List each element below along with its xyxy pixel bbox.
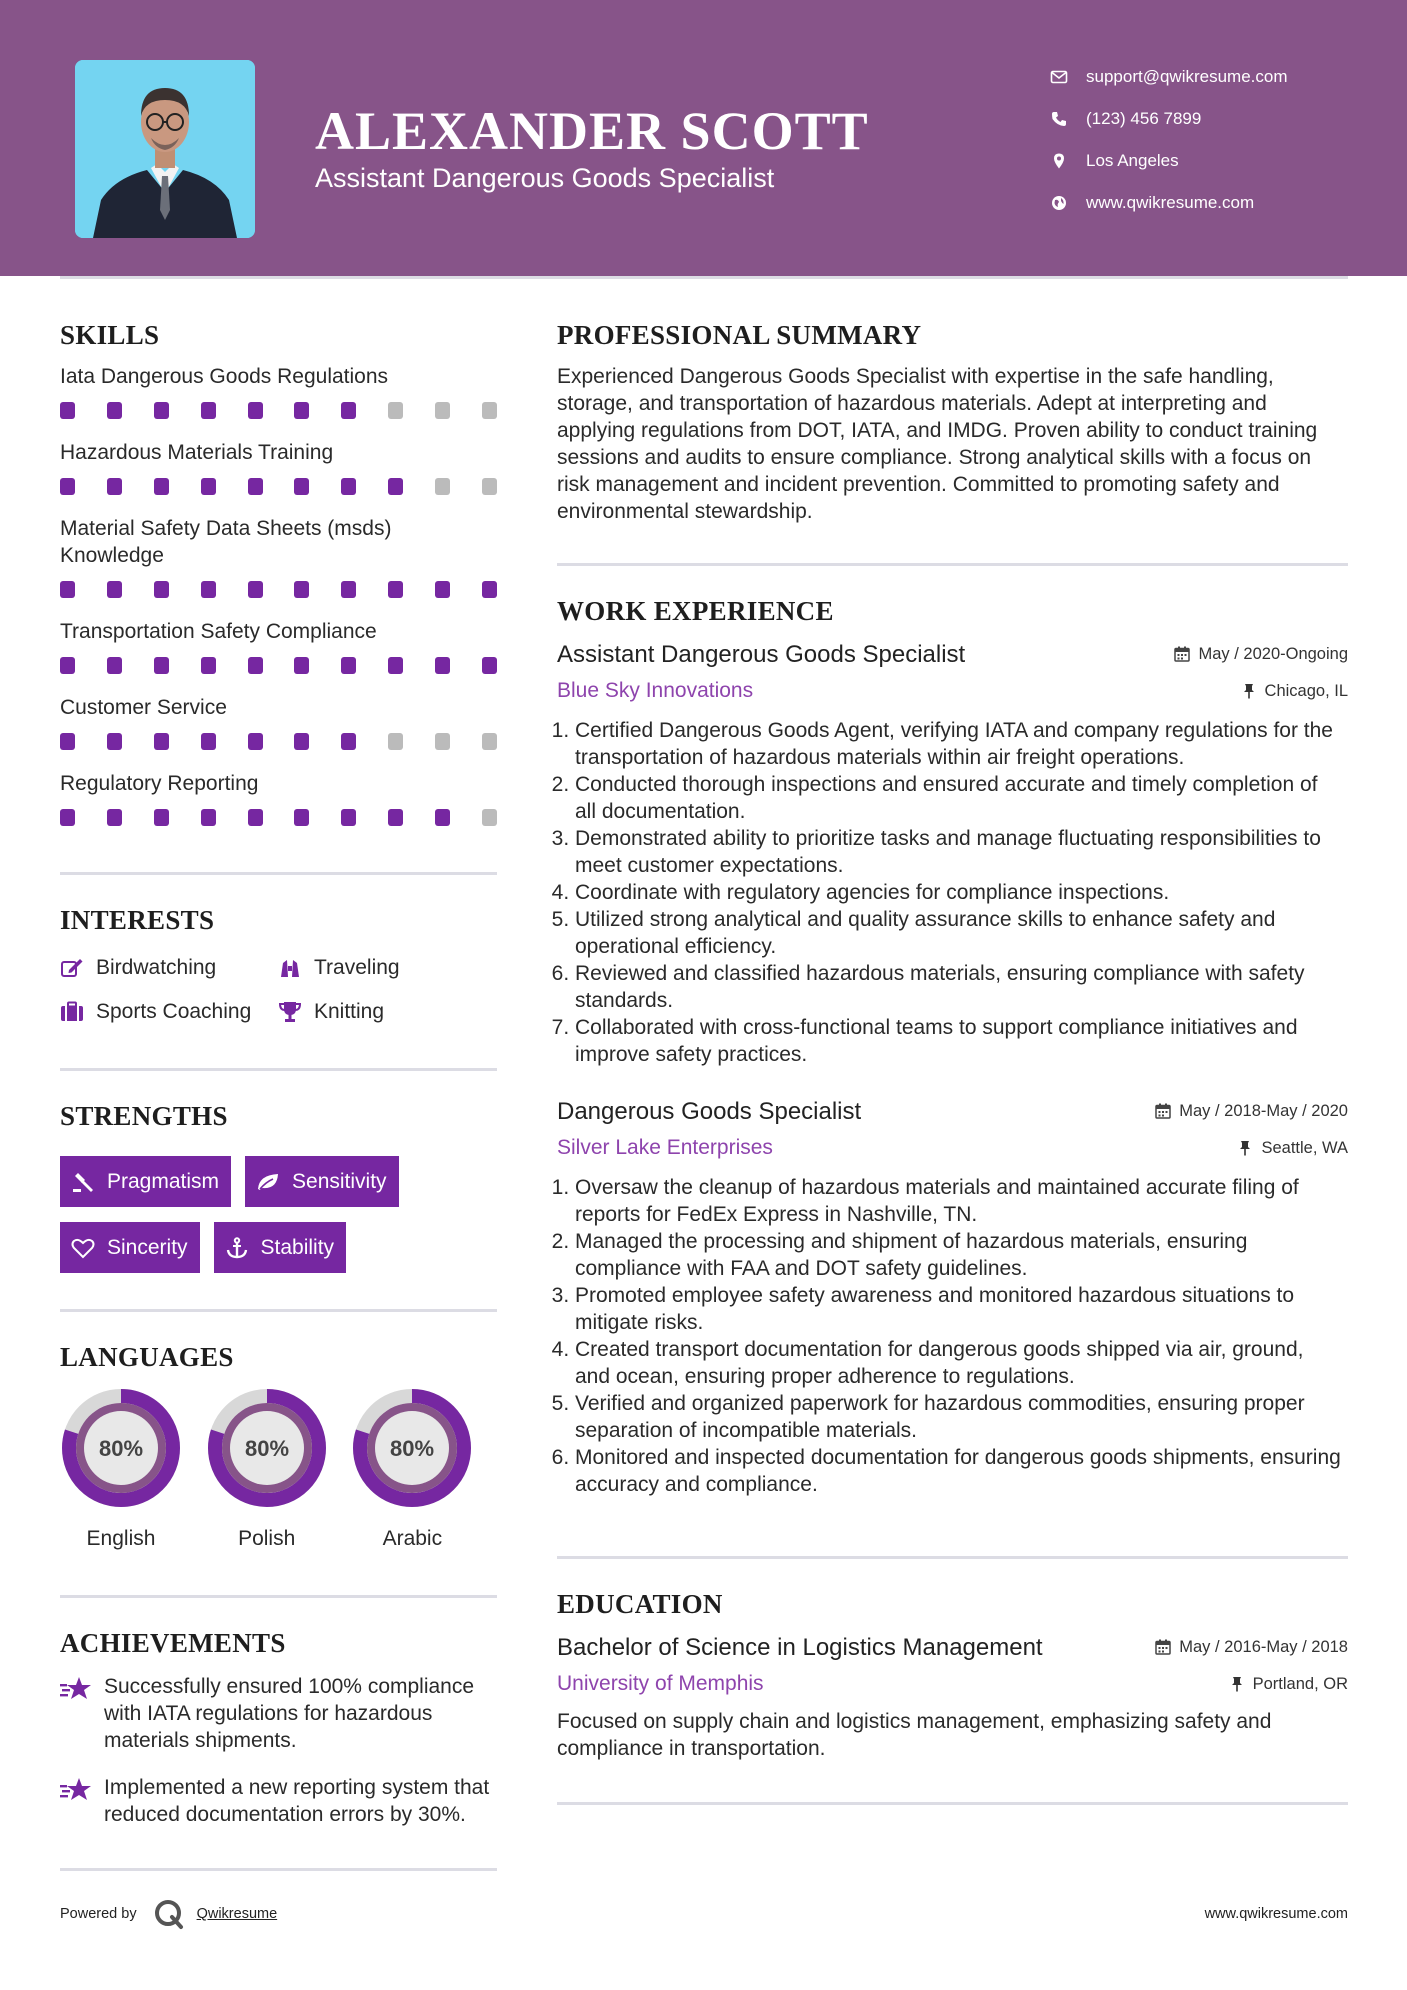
contact-list	[1050, 56, 1288, 224]
skill-rating	[60, 581, 497, 598]
interests-section	[60, 905, 497, 1024]
rating-dot-filled	[341, 733, 356, 750]
qwikresume-logo-icon	[153, 1898, 185, 1930]
candidate-name: ALEXANDER SCOTT	[315, 101, 869, 161]
achievement-item	[60, 1673, 497, 1754]
duty-item: 6. Reviewed and classified hazardous materials, ensuring compliance with safety standards.	[575, 960, 1342, 1014]
rating-dot-filled	[107, 809, 122, 826]
rating-dot-filled	[248, 402, 263, 419]
gavel-icon	[71, 1171, 95, 1193]
interest-label: Knitting	[314, 1000, 385, 1023]
education-description: Focused on supply chain and logistics management, emphasizing safety and compliance in transportation.	[557, 1710, 1272, 1760]
skill-rating	[60, 478, 497, 495]
rating-dot-filled	[294, 581, 309, 598]
rating-dot-filled	[201, 657, 216, 674]
skills-title: SKILLS	[60, 320, 160, 350]
rating-dot-filled	[341, 402, 356, 419]
language-name: English	[86, 1527, 156, 1550]
edit-icon	[60, 957, 84, 979]
language-item	[351, 1387, 497, 1551]
footer-powered-by	[60, 1898, 277, 1930]
language-progress-ring	[60, 1387, 182, 1509]
summary-section	[557, 320, 1348, 525]
contact-location-text: Los Angeles	[1086, 151, 1179, 170]
education-title: EDUCATION	[557, 1589, 723, 1619]
job-location-text: Chicago, IL	[1264, 681, 1348, 700]
rating-dot-filled	[60, 581, 75, 598]
duty-item: 2. Conducted thorough inspections and ensured accurate and timely completion of all documentation.	[575, 771, 1342, 825]
anchor-icon	[225, 1237, 249, 1259]
language-item	[60, 1387, 206, 1551]
skill-name: Material Safety Data Sheets (msds) Knowledge	[60, 517, 392, 567]
rating-dot-filled	[60, 809, 75, 826]
rating-dot-filled	[294, 402, 309, 419]
rating-dot-filled	[107, 657, 122, 674]
interest-item	[60, 956, 278, 980]
rating-dot-filled	[60, 478, 75, 495]
briefcase-icon	[60, 1001, 84, 1023]
rating-dot-filled	[154, 402, 169, 419]
job-dates-text: May / 2018-May / 2020	[1179, 1101, 1348, 1120]
strengths-section	[60, 1101, 497, 1273]
company-name: Silver Lake Enterprises	[557, 1136, 773, 1159]
rating-dot-filled	[248, 581, 263, 598]
strengths-list	[60, 1156, 480, 1273]
language-percent: 80%	[98, 1436, 144, 1461]
rating-dot-filled	[154, 657, 169, 674]
rating-dot-filled	[60, 402, 75, 419]
school-name: University of Memphis	[557, 1672, 764, 1695]
left-column	[60, 320, 497, 1871]
skill-name: Iata Dangerous Goods Regulations	[60, 365, 389, 388]
company-name: Blue Sky Innovations	[557, 679, 754, 702]
rating-dot-filled	[201, 402, 216, 419]
duty-item: 1. Certified Dangerous Goods Agent, verifying IATA and company regulations for the transportation of hazardous materials within air freight operations.	[575, 717, 1342, 771]
experience-section	[557, 596, 1348, 1498]
binoculars-icon	[278, 957, 302, 979]
skill-name: Transportation Safety Compliance	[60, 620, 377, 643]
section-divider	[557, 563, 1348, 566]
rating-dot-filled	[107, 733, 122, 750]
section-divider	[60, 872, 497, 875]
rating-dot-empty	[482, 809, 497, 826]
phone-icon	[1050, 110, 1068, 128]
person-portrait-icon	[75, 60, 255, 238]
rating-dot-filled	[201, 478, 216, 495]
rating-dot-empty	[482, 478, 497, 495]
degree-name: Bachelor of Science in Logistics Management	[557, 1634, 1043, 1661]
job-title: Dangerous Goods Specialist	[557, 1098, 862, 1125]
section-divider	[557, 1802, 1348, 1805]
brand-link[interactable]: Qwikresume	[196, 1906, 278, 1922]
duties-list	[557, 717, 1342, 1068]
rating-dot-filled	[435, 581, 450, 598]
education-dates	[1155, 1638, 1348, 1657]
rating-dot-filled	[154, 733, 169, 750]
achievements-title: ACHIEVEMENTS	[60, 1628, 286, 1658]
interest-label: Sports Coaching	[96, 1000, 252, 1023]
envelope-icon	[1050, 68, 1068, 86]
rating-dot-filled	[294, 478, 309, 495]
heart-icon	[71, 1237, 95, 1259]
rating-dot-filled	[294, 809, 309, 826]
duty-item: 4. Coordinate with regulatory agencies for compliance inspections.	[575, 879, 1342, 906]
job-location	[1237, 1139, 1348, 1158]
section-divider	[60, 1868, 497, 1871]
skill-rating	[60, 657, 497, 674]
strengths-title: STRENGTHS	[60, 1101, 228, 1131]
rating-dot-filled	[107, 402, 122, 419]
contact-email-text: support@qwikresume.com	[1086, 67, 1288, 86]
education-location	[1229, 1675, 1348, 1694]
job-title: Assistant Dangerous Goods Specialist	[557, 641, 966, 668]
job-entry	[557, 1098, 1348, 1498]
interests-list	[60, 956, 497, 1024]
interest-item	[278, 956, 478, 980]
rating-dot-filled	[154, 809, 169, 826]
duties-list	[557, 1174, 1342, 1498]
achievements-section	[60, 1628, 497, 1828]
education-dates-text: May / 2016-May / 2018	[1179, 1637, 1348, 1656]
profile-photo	[75, 60, 255, 238]
rating-dot-filled	[435, 657, 450, 674]
rating-dot-filled	[201, 809, 216, 826]
calendar-icon	[1174, 646, 1190, 662]
rating-dot-filled	[388, 581, 403, 598]
rating-dot-filled	[341, 809, 356, 826]
rating-dot-filled	[201, 733, 216, 750]
language-name: Polish	[238, 1527, 296, 1550]
rating-dot-filled	[201, 581, 216, 598]
rating-dot-filled	[107, 478, 122, 495]
header-divider	[60, 276, 1348, 279]
contact-website-text: www.qwikresume.com	[1086, 193, 1255, 212]
interest-label: Traveling	[314, 956, 400, 979]
education-location-text: Portland, OR	[1252, 1674, 1348, 1693]
rating-dot-filled	[248, 657, 263, 674]
rating-dot-empty	[482, 402, 497, 419]
rating-dot-filled	[154, 581, 169, 598]
rating-dot-filled	[107, 581, 122, 598]
strength-tag	[60, 1222, 200, 1273]
contact-location	[1050, 140, 1288, 182]
star-icon	[60, 1776, 92, 1804]
duty-item: 3. Promoted employee safety awareness and monitored hazardous situations to mitigate risks.	[575, 1282, 1342, 1336]
languages-title: LANGUAGES	[60, 1342, 234, 1372]
skill-name: Hazardous Materials Training	[60, 441, 334, 464]
skill-name: Customer Service	[60, 696, 227, 719]
pushpin-icon	[1237, 1140, 1253, 1156]
language-progress-ring	[351, 1387, 473, 1509]
rating-dot-filled	[341, 478, 356, 495]
achievement-text: Implemented a new reporting system that reduced documentation errors by 30%.	[104, 1776, 490, 1826]
powered-by-text: Powered by	[60, 1906, 137, 1922]
trophy-icon	[278, 1001, 302, 1023]
language-percent: 80%	[244, 1436, 289, 1461]
right-column	[557, 320, 1348, 1805]
footer-url[interactable]: www.qwikresume.com	[1204, 1906, 1348, 1922]
summary-title: PROFESSIONAL SUMMARY	[557, 320, 922, 350]
rating-dot-filled	[435, 809, 450, 826]
rating-dot-empty	[435, 733, 450, 750]
interest-item	[278, 1000, 478, 1024]
language-item	[206, 1387, 352, 1551]
rating-dot-filled	[341, 657, 356, 674]
achievement-text: Successfully ensured 100% compliance with IATA regulations for hazardous materials shipments.	[104, 1675, 475, 1752]
strength-label: Pragmatism	[107, 1169, 220, 1193]
section-divider	[60, 1068, 497, 1071]
interest-item	[60, 1000, 278, 1024]
duty-item: 3. Demonstrated ability to prioritize tasks and manage fluctuating responsibilities to meet customer expectations.	[575, 825, 1342, 879]
rating-dot-empty	[435, 402, 450, 419]
duty-item: 5. Utilized strong analytical and quality assurance skills to enhance safety and operational efficiency.	[575, 906, 1342, 960]
skills-list	[60, 363, 497, 826]
section-divider	[60, 1309, 497, 1312]
language-name: Arabic	[382, 1527, 443, 1550]
rating-dot-filled	[60, 657, 75, 674]
contact-phone[interactable]	[1050, 98, 1288, 140]
rating-dot-filled	[341, 581, 356, 598]
interests-title: INTERESTS	[60, 905, 215, 935]
skill-rating	[60, 402, 497, 419]
strength-label: Sensitivity	[292, 1169, 387, 1193]
languages-section	[60, 1342, 497, 1551]
rating-dot-filled	[482, 581, 497, 598]
globe-icon	[1050, 194, 1068, 212]
rating-dot-filled	[388, 809, 403, 826]
job-dates	[1174, 645, 1348, 664]
resume-header	[0, 0, 1407, 276]
map-pin-icon	[1050, 152, 1068, 170]
duty-item: 6. Monitored and inspected documentation for dangerous goods shipments, ensuring accuracy and compliance.	[575, 1444, 1342, 1498]
rating-dot-filled	[248, 478, 263, 495]
duty-item: 4. Created transport documentation for dangerous goods shipped via air, ground, and ocean, ensuring proper adherence to regulations.	[575, 1336, 1342, 1390]
contact-email[interactable]	[1050, 56, 1288, 98]
skill-name: Regulatory Reporting	[60, 772, 259, 795]
calendar-icon	[1155, 1103, 1171, 1119]
experience-title: WORK EXPERIENCE	[557, 596, 834, 626]
contact-website[interactable]	[1050, 182, 1288, 224]
rating-dot-filled	[388, 478, 403, 495]
duty-item: 7. Collaborated with cross-functional teams to support compliance initiatives and improve safety practices.	[575, 1014, 1342, 1068]
strength-tag	[60, 1156, 231, 1207]
strength-tag	[214, 1222, 347, 1273]
section-divider	[557, 1556, 1348, 1559]
calendar-icon	[1155, 1639, 1171, 1655]
pushpin-icon	[1229, 1676, 1245, 1692]
contact-phone-text: (123) 456 7899	[1086, 109, 1202, 128]
duty-item: 2. Managed the processing and shipment of hazardous materials, ensuring compliance with FAA and DOT safety guidelines.	[575, 1228, 1342, 1282]
skills-section	[60, 320, 497, 826]
rating-dot-empty	[388, 402, 403, 419]
job-dates	[1155, 1102, 1348, 1121]
duty-item: 1. Oversaw the cleanup of hazardous materials and maintained accurate filing of reports for FedEx Express in Nashville, TN.	[575, 1174, 1342, 1228]
interest-label: Birdwatching	[96, 956, 217, 979]
languages-list	[60, 1387, 497, 1551]
rating-dot-filled	[294, 657, 309, 674]
summary-text: Experienced Dangerous Goods Specialist with expertise in the safe handling, storage, and transportation of hazardous materials. Adept at interpreting and applying regulations from DOT, IATA, and IMDG. Proven ability to conduct training sessions and audits to ensure compliance. Strong analytical skills with a focus on risk management and incident prevention. Committed to promoting safety and environmental stewardship.	[557, 365, 1318, 523]
rating-dot-filled	[294, 733, 309, 750]
job-location-text: Seattle, WA	[1261, 1138, 1348, 1157]
job-entry	[557, 641, 1348, 1068]
strength-label: Sincerity	[107, 1235, 188, 1259]
achievement-item	[60, 1774, 497, 1828]
rating-dot-empty	[482, 733, 497, 750]
rating-dot-filled	[60, 733, 75, 750]
rating-dot-empty	[435, 478, 450, 495]
rating-dot-filled	[248, 733, 263, 750]
rating-dot-filled	[388, 657, 403, 674]
rating-dot-filled	[248, 809, 263, 826]
star-icon	[60, 1675, 92, 1703]
strength-tag	[245, 1156, 399, 1207]
duty-item: 5. Verified and organized paperwork for hazardous commodities, ensuring proper separation of incompatible materials.	[575, 1390, 1342, 1444]
skill-rating	[60, 809, 497, 826]
strength-label: Stability	[260, 1235, 335, 1259]
candidate-title: Assistant Dangerous Goods Specialist	[315, 163, 775, 193]
rating-dot-filled	[482, 657, 497, 674]
rating-dot-empty	[388, 733, 403, 750]
language-progress-ring	[206, 1387, 328, 1509]
education-section	[557, 1589, 1348, 1762]
job-location	[1241, 682, 1348, 701]
job-dates-text: May / 2020-Ongoing	[1198, 644, 1348, 663]
leaf-icon	[256, 1171, 280, 1193]
rating-dot-filled	[154, 478, 169, 495]
skill-rating	[60, 733, 497, 750]
pushpin-icon	[1241, 683, 1257, 699]
section-divider	[60, 1595, 497, 1598]
language-percent: 80%	[390, 1436, 435, 1461]
